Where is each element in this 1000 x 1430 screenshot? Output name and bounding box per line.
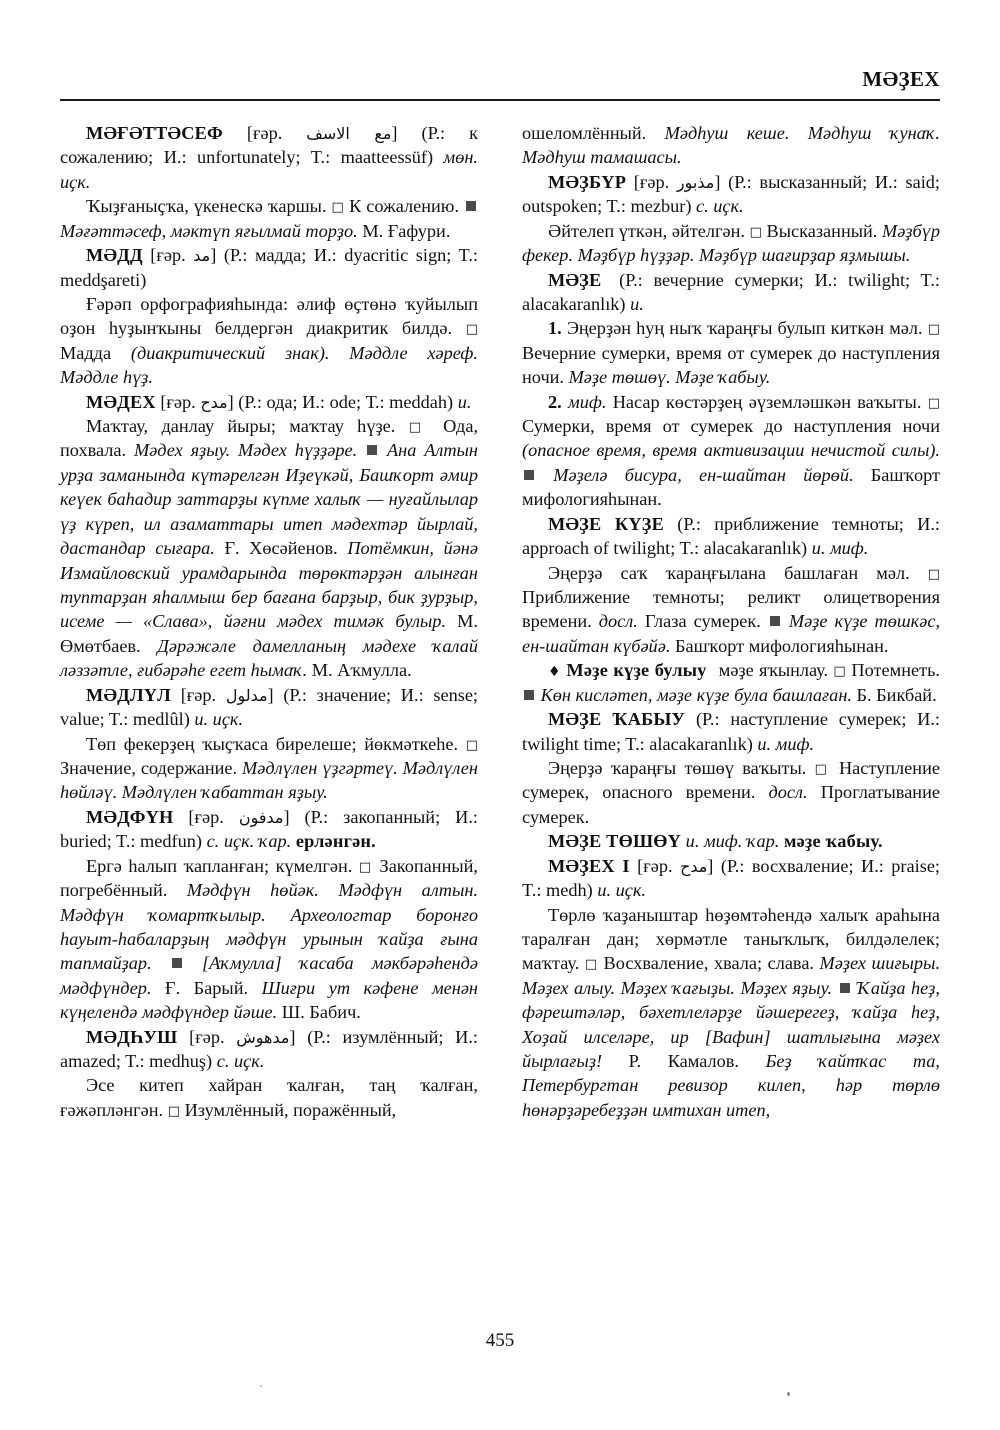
citation-source: Башҡорт мифологияһынан. bbox=[522, 464, 940, 510]
arabic-etymon: مد bbox=[193, 246, 211, 266]
subentry-maze-kuze-buliu bbox=[522, 658, 940, 707]
entry-maze-kuze bbox=[522, 512, 940, 561]
right-column bbox=[522, 121, 940, 1337]
filled-square-icon bbox=[466, 201, 476, 211]
grammar-label: и. bbox=[630, 293, 644, 314]
examples: Мәҙех шиғыры. Мәҙех алыу. Мәҙех ҡағыҙы. Мәҙех яҙыу. bbox=[522, 953, 941, 998]
sense-number: 1. bbox=[548, 318, 562, 339]
citation-source: Башҡорт мифологияһынан. bbox=[674, 635, 889, 656]
multilingual-gloss: (Р.: восхваление; И.: praise; T.: medh) bbox=[522, 855, 941, 901]
definition-bashkir: Эңерҙән һуң ныҡ ҡараңғы булып киткән мәл. bbox=[566, 318, 923, 339]
entry-maze bbox=[522, 268, 940, 317]
multilingual-gloss: (Р.: изумлённый; И.: amazed; T.: medhuş) bbox=[60, 1026, 479, 1072]
etymology-bracket-close: ] bbox=[267, 684, 274, 705]
citation-text: Мәғәттәсеф, мәктүп яғылмай торҙо. bbox=[60, 220, 358, 241]
arabic-etymon: مدح bbox=[680, 856, 708, 876]
definition-bashkir: Эңерҙә саҡ ҡараңғылана башлаған мәл. bbox=[548, 562, 910, 583]
open-square-icon: □ bbox=[465, 322, 478, 338]
examples: Мәдфүн һөйәк. Мәдфүн алтын. Мәдфүн ҡомартҡылыр. Археологтар боронғо һауыт-һабаларҙың мәдфүн урынын ҡайҙа ғына тапмайҙар. bbox=[60, 880, 478, 974]
citation-source: М. Ғафури. bbox=[362, 220, 451, 241]
open-square-icon: □ bbox=[833, 664, 847, 680]
headword: МӘҘБҮР bbox=[548, 171, 627, 192]
sense-label: миф. bbox=[568, 391, 607, 412]
citation-source: М. Аҡмулла. bbox=[311, 660, 412, 681]
definition-russian: Закопанный, погребённый. bbox=[60, 855, 478, 901]
definition-bashkir: Әйтелеп үткән, әйтелгән. bbox=[548, 220, 745, 241]
open-square-icon: □ bbox=[358, 859, 374, 875]
filled-square-icon bbox=[840, 983, 850, 993]
arabic-etymon: مع الاسف bbox=[306, 124, 392, 143]
literal-text: Проглатывание сумерек. bbox=[522, 782, 940, 827]
etymology-bracket-open: [ғәр. bbox=[633, 171, 670, 192]
subentry-gloss-russian: Потемнеть. bbox=[851, 660, 940, 681]
definition-russian: Восхваление, хвала; слава. bbox=[603, 953, 815, 974]
etymology-bracket-open: [ғәр. bbox=[189, 1026, 225, 1047]
grammar-label: с. иҫк. bbox=[695, 196, 744, 217]
grammar-label: и. миф. bbox=[811, 538, 869, 559]
left-column bbox=[60, 121, 478, 1337]
definition-russian: К сожалению. bbox=[349, 196, 460, 217]
definition-bashkir: Ғәрәп орфографияһында: әлиф өҫтөнә ҡуйылып оҙон һуҙынҡыны белдергән диакритик билдә. bbox=[60, 293, 478, 339]
definition-russian-italic: (опасное время, время активизации нечистой силы). bbox=[522, 440, 940, 461]
examples: Мәдлүлен үҙгәртеү. Мәдлүлен һөйләү. Мәдлүлен ҡабаттан яҙыу. bbox=[60, 757, 478, 803]
definition-bashkir: Маҡтау, данлау йыры; маҡтау һүҙе. bbox=[86, 416, 396, 437]
etymology-bracket-open: [ғәр. bbox=[150, 245, 186, 266]
examples: Мәдһуш кеше. Мәдһуш ҡунаҡ. Мәдһуш тамашасы. bbox=[522, 123, 940, 168]
definition-russian: Ода, похвала. bbox=[60, 416, 479, 461]
sense-maze-kuze bbox=[522, 561, 940, 659]
sense-number: 2. bbox=[548, 391, 562, 412]
arabic-etymon: مدفون bbox=[238, 807, 284, 827]
multilingual-gloss: (Р.: к сожалению; И.: unfortunately; T.: maatteessüf) bbox=[60, 123, 478, 168]
sense-maze-kabiu bbox=[522, 756, 940, 829]
scan-speck bbox=[260, 1385, 262, 1387]
sense-madfun bbox=[60, 854, 478, 1025]
scan-speck bbox=[787, 1392, 790, 1396]
citation-source: Ш. Бабич. bbox=[281, 1002, 361, 1023]
definition-russian: Приближение темноты; реликт олицетворения времени. bbox=[522, 587, 940, 632]
open-square-icon: □ bbox=[814, 761, 831, 777]
definition-russian-italic: (диакритический знак). Мәддле хәреф. Мәддле һүҙ. bbox=[60, 342, 478, 388]
multilingual-gloss: (Р.: вечерние сумерки; И.: twilight; T.: alacakaranlık) bbox=[522, 269, 940, 314]
citation-source: Б. Бикбай. bbox=[856, 684, 937, 705]
arabic-etymon: مذبور bbox=[676, 172, 715, 192]
sense-madd bbox=[60, 292, 478, 390]
etymology-bracket-close: ] bbox=[391, 123, 398, 143]
citation-text: Шиғри ут кәфене менән күңелендә мәдфүндер йәше. bbox=[60, 977, 478, 1023]
arabic-etymon: مدلول bbox=[225, 685, 268, 705]
headword: МӘҘЕ КҮҘЕ bbox=[548, 513, 664, 534]
etymology-bracket-close: ] bbox=[227, 391, 234, 412]
headword: МӘҘЕ bbox=[548, 269, 602, 290]
filled-square-icon bbox=[172, 958, 182, 968]
citation-text: Ҡайҙа һеҙ, фәрештәләр, бәхетлеләрҙе йәшерегеҙ, ҡайҙа һеҙ, Хоҙай илселәре, ир [Вафин] шатлығына мәҙех йырлағыҙ! bbox=[522, 977, 941, 1072]
grammar-label: и. иҫк. bbox=[194, 709, 244, 730]
sense-madlul bbox=[60, 732, 478, 805]
cross-reference: мәҙе ҡабыу. bbox=[783, 831, 883, 852]
subentry-gloss-bashkir: мәҙе яҡынлау. bbox=[718, 660, 829, 681]
filled-square-icon bbox=[367, 445, 377, 455]
multilingual-gloss: (Р.: высказанный; И.: said; outspoken; T.: mezbur) bbox=[522, 171, 940, 217]
definition-russian-partial: Изумлённый, поражённый, bbox=[184, 1099, 397, 1120]
entry-maze-kabiu bbox=[522, 707, 940, 756]
definition-russian: Сумерки, время от сумерек до наступления ночи bbox=[522, 416, 940, 437]
sense-maze-2 bbox=[522, 390, 940, 512]
definition-bashkir: Төп фекерҙең ҡыҫҡаса бирелеше; йөкмәткеһе. bbox=[86, 733, 459, 754]
etymology-bracket-close: ] bbox=[283, 806, 290, 827]
etymology-bracket-open: [ғәр. bbox=[188, 806, 224, 827]
open-square-icon: □ bbox=[927, 395, 940, 411]
text-columns bbox=[60, 121, 940, 1337]
sense-madeh bbox=[60, 414, 478, 683]
cross-reference: ерләнгән. bbox=[295, 831, 376, 852]
citation-text: [Аҡмулла] ҡасаба мәкбәрәһендә мәдфүндер. bbox=[60, 953, 478, 998]
open-square-icon: □ bbox=[749, 224, 762, 240]
literal-text: Глаза сумерек. bbox=[644, 611, 761, 632]
examples: Мәҙе төшөү. Мәҙе ҡабыу. bbox=[568, 367, 771, 388]
entry-madfun bbox=[60, 805, 478, 854]
citation-text: Ана Алтын урҙа заманында күтәрелгән Иҙеүкәй, Башҡорт әмир кеүек баһадир заттарҙы күпме халыҡ — нуғайлылар үҙ күреп, ил азаматтары итеп мәдехтәр йырлай, дастандар сығара. bbox=[60, 440, 478, 559]
citation-text: Көн кисләтеп, мәҙе күҙе була башлаған. bbox=[540, 684, 852, 705]
entry-mazbur bbox=[522, 170, 940, 219]
open-square-icon: □ bbox=[465, 737, 478, 753]
grammar-label: и. миф. bbox=[757, 733, 815, 754]
continued-sense-madhush bbox=[522, 121, 940, 170]
etymology-bracket-open: [ғәр. bbox=[246, 123, 283, 143]
definition-bashkir: Төрлө ҡаҙаныштар һөҙөмтәһендә халыҡ араһына таралған дан; хөрмәтле таныҡлыҡ, билдәлелек; маҡтау. bbox=[522, 904, 940, 974]
running-head bbox=[60, 46, 940, 94]
sense-magattasef bbox=[60, 194, 478, 243]
sense-mazeh-1 bbox=[522, 903, 940, 1123]
entry-madlul bbox=[60, 683, 478, 732]
filled-square-icon bbox=[770, 616, 780, 626]
grammar-label: и. bbox=[457, 391, 472, 412]
grammar-label: мөн. иҫк. bbox=[60, 147, 478, 192]
sense-maze-1 bbox=[522, 316, 940, 389]
running-head-text: МӘҘЕХ bbox=[862, 67, 940, 91]
grammar-label: и. миф. ҡар. bbox=[685, 831, 780, 852]
definition-bashkir: Эңерҙә ҡараңғы төшөү ваҡыты. bbox=[548, 757, 807, 778]
citation-text: Мәҙе күҙе төшкәс, ен-шайтан күбәйә. bbox=[522, 611, 941, 656]
arabic-etymon: مدح bbox=[200, 392, 228, 412]
arabic-etymon: مدهوش bbox=[236, 1027, 290, 1047]
grammar-label: с. иҫк. ҡар. bbox=[206, 831, 292, 852]
etymology-bracket-open: [ғәр. bbox=[160, 391, 196, 412]
etymology-bracket-open: [ғәр. bbox=[180, 684, 217, 705]
grammar-label: с. иҫк. bbox=[216, 1051, 265, 1072]
citation-text: Потёмкин, йәнә Измайловский урамдарында төрөктәрҙән алынған туптарҙан яһалмыш бер бағана барҙыр, бик ҙурҙыр, исеме — «Слава», йәғни мәдех тимәк булыр. bbox=[60, 538, 478, 632]
headword: МӘДЛҮЛ bbox=[86, 684, 171, 705]
sense-madhush bbox=[60, 1073, 478, 1122]
headword: МӘҘЕ ҠАБЫУ bbox=[548, 709, 686, 730]
grammar-label: и. иҫк. bbox=[597, 880, 646, 901]
citation-text: Мәҙелә бисура, ен-шайтан йөрөй. bbox=[553, 464, 854, 485]
open-square-icon: □ bbox=[331, 200, 345, 216]
definition-bashkir: Эсе китеп хайран ҡалған, таң ҡалған, ғәжәпләнгән. bbox=[60, 1075, 478, 1120]
sense-mazbur bbox=[522, 219, 940, 268]
headword: МӘДҺУШ bbox=[86, 1026, 178, 1047]
headword: МӘДД bbox=[86, 245, 143, 266]
etymology-bracket-close: ] bbox=[714, 171, 721, 192]
diamond-icon: ♦ bbox=[548, 664, 562, 681]
headword: МӘҒӘТТӘСЕФ bbox=[86, 123, 223, 143]
entry-magattasef bbox=[60, 121, 478, 194]
definition-bashkir: Ергә һалып ҡапланған; күмелгән. bbox=[86, 855, 353, 876]
literal-label: досл. bbox=[768, 782, 808, 803]
etymology-bracket-open: [ғәр. bbox=[637, 855, 673, 876]
open-square-icon: □ bbox=[408, 420, 430, 436]
citation-source: М. Өмөтбаев. bbox=[60, 611, 478, 656]
definition-bashkir: Ҡыҙғаныҫҡа, үкенескә ҡаршы. bbox=[86, 196, 327, 217]
multilingual-gloss: (Р.: ода; И.: ode; Т.: meddah) bbox=[238, 391, 454, 412]
multilingual-gloss: (Р.: наступление сумерек; И.: twilight time; T.: alacakaranlık) bbox=[522, 709, 941, 754]
page-number: 455 bbox=[485, 1330, 515, 1351]
entry-madd bbox=[60, 243, 478, 292]
citation-source: Ғ. Барый. bbox=[165, 977, 249, 998]
citation-text: Дәрәжәле дамелланың мәдехе ҡалай ләззәтле, ғибәрәһе егет һымаҡ. bbox=[60, 635, 478, 681]
examples: Мәҙбүр фекер. Мәҙбүр һүҙҙәр. Мәҙбүр шағирҙар яҙмышы. bbox=[522, 220, 940, 266]
open-square-icon: □ bbox=[927, 322, 940, 338]
citation-text: Беҙ ҡайтҡас та, Петербургтан ревизор килеп, һәр төрлө һөнәрҙәребеҙҙән имтихан итеп, bbox=[522, 1051, 940, 1120]
etymology-bracket-close: ] bbox=[210, 245, 217, 266]
definition-russian: Высказанный. bbox=[766, 220, 878, 241]
subentry-phrase: Мәҙе күҙе булыу bbox=[566, 660, 707, 681]
etymology-bracket-close: ] bbox=[289, 1026, 296, 1047]
headword: МӘҘЕХ I bbox=[548, 855, 630, 876]
definition-russian: Наступление сумерек, опасного времени. bbox=[522, 757, 940, 803]
headword: МӘДЕХ bbox=[86, 391, 156, 412]
definition-bashkir: Насар көстәрҙең әүземләшкән ваҡыты. bbox=[612, 391, 922, 412]
filled-square-icon bbox=[524, 470, 534, 480]
definition-russian-tail: ошеломлённый. bbox=[522, 123, 647, 143]
header-rule bbox=[60, 99, 940, 101]
definition-russian: Значение, содержание. bbox=[60, 757, 238, 778]
entry-madeh bbox=[60, 390, 478, 414]
entry-maze-toshou bbox=[522, 829, 940, 853]
citation-source: Ғ. Хөсәйенов. bbox=[224, 538, 338, 559]
open-square-icon: □ bbox=[584, 957, 599, 973]
examples: Мәдех яҙыу. Мәдех һүҙҙәре. bbox=[133, 440, 358, 461]
open-square-icon: □ bbox=[927, 566, 940, 582]
filled-square-icon bbox=[524, 690, 534, 700]
literal-label: досл. bbox=[598, 611, 638, 632]
citation-source: Р. Камалов. bbox=[628, 1051, 739, 1072]
open-square-icon: □ bbox=[167, 1103, 181, 1119]
etymology-bracket-close: ] bbox=[707, 855, 714, 876]
definition-russian: Вечерние сумерки, время от сумерек до наступления ночи. bbox=[522, 342, 940, 388]
entry-madhush bbox=[60, 1025, 478, 1074]
headword: МӘДФҮН bbox=[86, 806, 174, 827]
multilingual-gloss: (Р.: мадда; И.: dyacritic sign; T.: meddşareti) bbox=[60, 245, 478, 290]
headword: МӘҘЕ ТӨШӨҮ bbox=[548, 831, 682, 852]
multilingual-gloss: (Р.: значение; И.: sense; value; T.: medlûl) bbox=[60, 684, 479, 730]
entry-mazeh-1 bbox=[522, 854, 940, 903]
definition-russian: Мадда bbox=[60, 342, 112, 363]
multilingual-gloss: (Р.: закопанный; И.: buried; T.: medfun) bbox=[60, 806, 478, 852]
multilingual-gloss: (Р.: приближение темноты; И.: approach of twilight; T.: alacakaranlık) bbox=[522, 513, 940, 559]
